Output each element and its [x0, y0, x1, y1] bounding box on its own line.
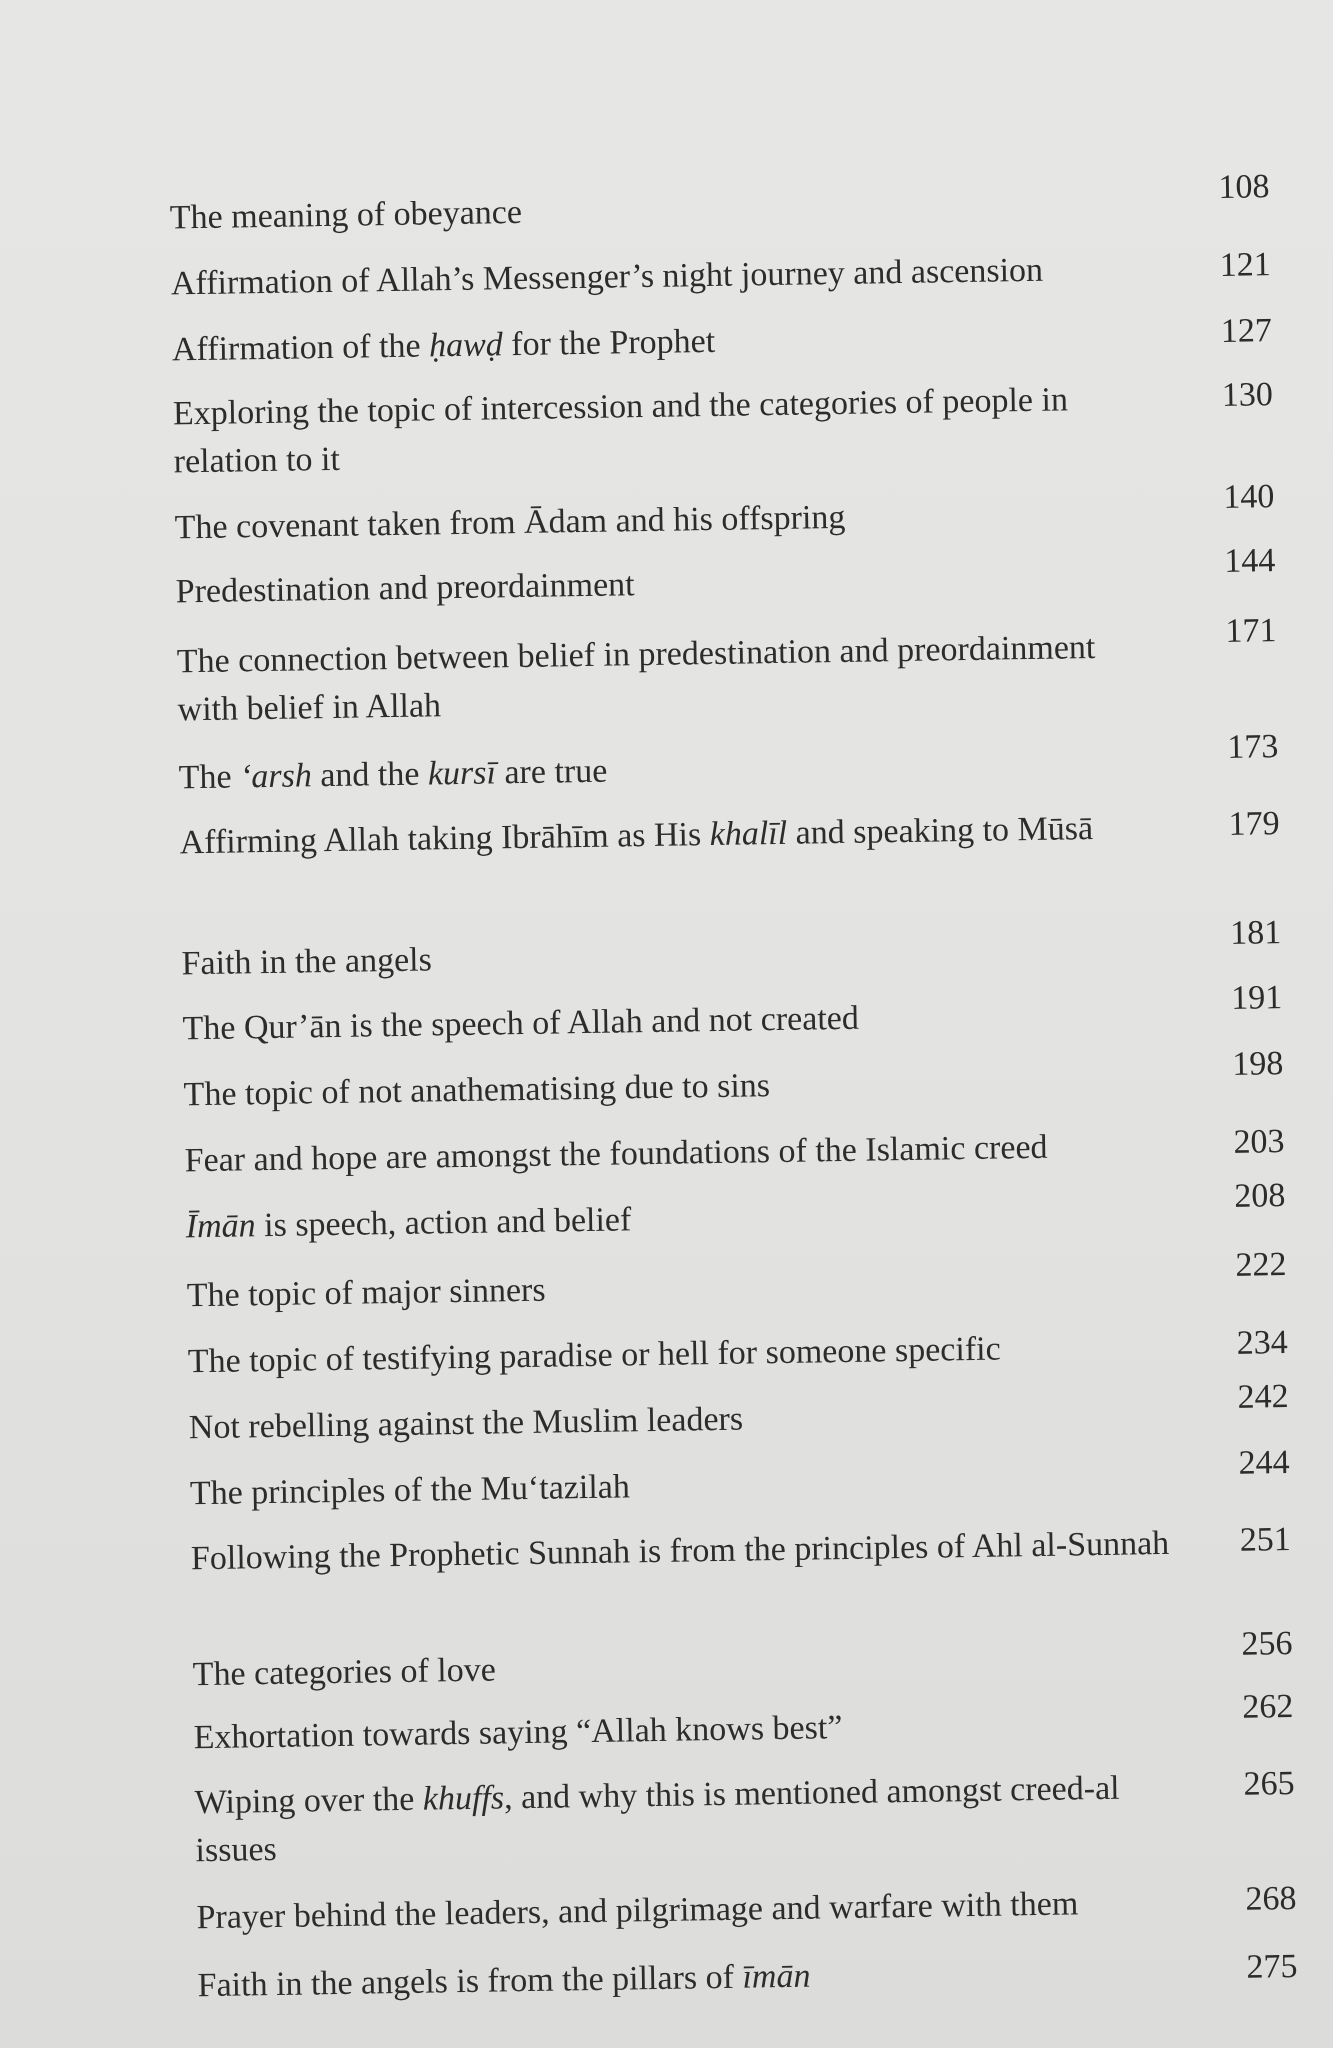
- title-text: Affirmation of the: [171, 327, 430, 369]
- toc-entry-page: 121: [1219, 246, 1272, 284]
- title-text: is speech, action and belief: [255, 1201, 632, 1245]
- title-italic-term: īmān: [742, 1957, 811, 1996]
- toc-entry: [179, 802, 1281, 929]
- title-text: are true: [495, 752, 608, 792]
- toc-entry-title: [194, 1764, 1175, 1875]
- toc-entry-page: 268: [1245, 1879, 1297, 1918]
- toc-entry: [191, 1518, 1293, 1645]
- toc-entry-page: 275: [1246, 1947, 1298, 1986]
- toc-entry: [176, 612, 1278, 748]
- toc-entry-page: 203: [1233, 1123, 1285, 1161]
- toc-entry-title: The connection between belief in predestination and preordainment with belief in Allah: [176, 628, 1096, 729]
- title-text: Affirming Allah taking Ibrāhīm as His: [179, 816, 710, 862]
- toc-entry-page: 181: [1229, 914, 1282, 952]
- title-text: and the: [311, 755, 429, 795]
- toc-entry-page: 191: [1230, 979, 1283, 1017]
- title-italic-term: khalīl: [709, 814, 788, 854]
- toc-entry: [197, 1945, 1299, 2048]
- toc-entry-page: 251: [1239, 1520, 1292, 1559]
- toc-entry-page: 222: [1235, 1246, 1287, 1284]
- toc-entry-page: 179: [1228, 805, 1280, 843]
- toc-entry-title: The topic of major sinners: [186, 1271, 546, 1315]
- toc-entry-title: Prayer behind the leaders, and pilgrimage and warfare with them: [196, 1885, 1079, 1937]
- toc-entry-page: 198: [1232, 1045, 1284, 1083]
- toc-entry-title: The topic of not anathematising due to sins: [183, 1067, 771, 1114]
- title-text: Faith in the angels is from the pillars of: [197, 1958, 743, 2005]
- toc-entry-page: 140: [1223, 478, 1275, 516]
- toc-entry-page: 208: [1234, 1177, 1286, 1215]
- toc-entry-page: 244: [1238, 1444, 1290, 1482]
- toc-entry-page: 265: [1243, 1764, 1295, 1803]
- toc-entry-page: 127: [1220, 312, 1273, 350]
- title-text: , and why this is mentioned amongst creed-al issues: [195, 1769, 1120, 1870]
- title-text: The: [178, 758, 241, 797]
- title-italic-term: Īmān: [185, 1207, 256, 1246]
- toc-entry-title: Not rebelling against the Muslim leaders: [188, 1400, 744, 1447]
- toc-entry-page: 234: [1236, 1324, 1288, 1362]
- toc-entry-title: Faith in the angels: [181, 941, 433, 983]
- title-italic-term: ḥawḍ: [428, 326, 504, 365]
- toc-entry-title: [178, 739, 1159, 802]
- toc-entry-title: The meaning of obeyance: [169, 193, 523, 237]
- toc-entry-title: Following the Prophetic Sunnah is from the principles of Ahl al-Sunnah: [190, 1524, 1170, 1578]
- title-text: for the Prophet: [502, 322, 716, 364]
- toc-entry-page: 173: [1227, 728, 1279, 766]
- toc-entry: [194, 1762, 1296, 1889]
- toc-entry-title: The topic of testifying paradise or hell for someone specific: [187, 1330, 1001, 1381]
- toc-entry-title: Exhortation towards saying “Allah knows best”: [193, 1709, 843, 1757]
- toc-entry-page: 171: [1225, 612, 1277, 650]
- toc-entry-title: The principles of the Mu‘tazilah: [189, 1468, 631, 1513]
- toc-entry-title: The covenant taken from Ādam and his offspring: [174, 498, 846, 547]
- title-italic-term: khuffs: [422, 1779, 505, 1818]
- toc-entry-title: Fear and hope are amongst the foundations of the Islamic creed: [184, 1128, 1048, 1180]
- title-text: and speaking to Mūsā: [786, 810, 1094, 852]
- toc-entry: [173, 373, 1275, 500]
- toc-entry-page: 242: [1237, 1378, 1289, 1416]
- toc-entry-title: Exploring the topic of intercession and the categories of people in relation to it: [172, 381, 1069, 481]
- title-italic-term: ‘arsh: [239, 757, 313, 796]
- toc-entry-page: 262: [1242, 1687, 1294, 1726]
- toc-entry-title: The Qur’ān is the speech of Allah and not created: [182, 999, 860, 1048]
- toc-entry-title: Predestination and preordainment: [175, 566, 635, 611]
- toc-entry-page: 256: [1241, 1624, 1293, 1663]
- toc-entry-title: Affirmation of Allah’s Messenger’s night journey and ascension: [170, 251, 1044, 303]
- title-text: Wiping over the: [194, 1780, 424, 1822]
- toc-entry-page: 130: [1221, 376, 1274, 414]
- toc-entry-title: The categories of love: [192, 1651, 497, 1694]
- toc-entry-page: 144: [1224, 542, 1276, 580]
- title-italic-term: kursī: [427, 754, 497, 793]
- toc-entry-page: 108: [1218, 168, 1270, 206]
